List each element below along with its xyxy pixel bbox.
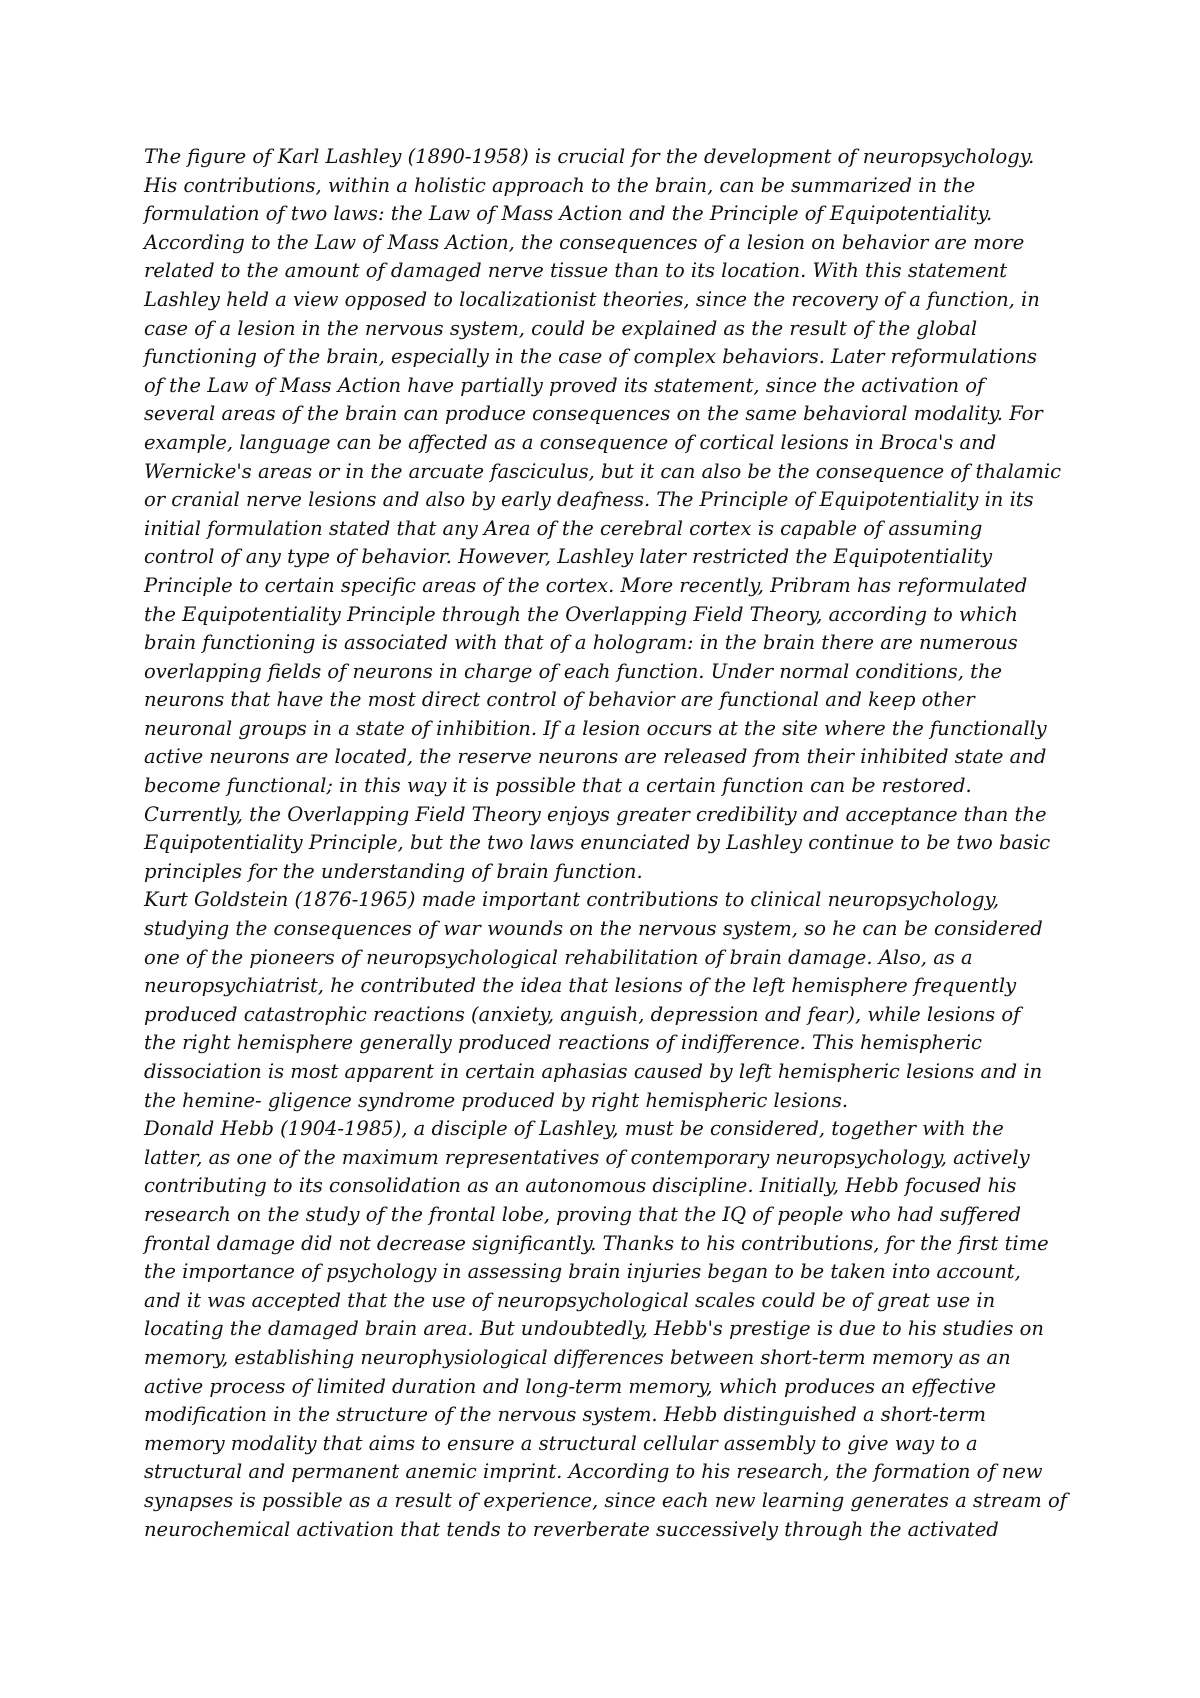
text-line: control of any type of behavior. However, Lashley later restricted the Equipotentiality [144, 545, 993, 569]
text-line: contributing to its consolidation as an autonomous discipline. Initially, Hebb focused his [144, 1174, 1017, 1198]
text-line: Kurt Goldstein (1876-1965) made important contributions to clinical neuropsychology, [144, 888, 1000, 912]
text-line: several areas of the brain can produce consequences on the same behavioral modality. For [144, 402, 1043, 426]
text-line: dissociation is most apparent in certain aphasias caused by left hemispheric lesions and in [144, 1060, 1043, 1083]
text-line: The figure of Karl Lashley (1890-1958) is crucial for the development of neuropsychology. [144, 145, 1035, 168]
text-line: modification in the structure of the nervous system. Hebb distinguished a short-term [144, 1403, 987, 1427]
text-line: Lashley held a view opposed to localizationist theories, since the recovery of a function, in [144, 287, 1040, 311]
text-line: example, language can be affected as a consequence of cortical lesions in Broca's and [144, 430, 997, 454]
text-line: active neurons are located, the reserve neurons are released from their inhibited state and [144, 745, 1047, 769]
text-line: the right hemisphere generally produced reactions of indifference. This hemispheric [144, 1031, 982, 1055]
text-line: the importance of psychology in assessing brain injuries began to be taken into account, [144, 1260, 1021, 1284]
text-line: initial formulation stated that any Area of the cerebral cortex is capable of assuming [144, 516, 983, 540]
text-line: overlapping fields of neurons in charge of each function. Under normal conditions, the [144, 659, 1003, 683]
text-line: studying the consequences of war wounds on the nervous system, so he can be considered [144, 917, 1043, 941]
text-line: Donald Hebb (1904-1985), a disciple of Lashley, must be considered, together with the [144, 1117, 1004, 1141]
text-line: Principle to certain specific areas of the cortex. More recently, Pribram has reformulated [144, 573, 1028, 597]
text-line: neuropsychiatrist, he contributed the idea that lesions of the left hemisphere frequently [144, 974, 1017, 998]
text-line: or cranial nerve lesions and also by early deafness. The Principle of Equipotentiality in its [144, 488, 1034, 512]
text-line: memory, establishing neurophysiological differences between short-term memory as an [144, 1345, 1011, 1369]
text-line: locating the damaged brain area. But undoubtedly, Hebb's prestige is due to his studies on [144, 1317, 1044, 1341]
text-line: the hemine- gligence syndrome produced by right hemispheric lesions. [144, 1088, 849, 1112]
text-line: and it was accepted that the use of neuropsychological scales could be of great use in [144, 1288, 996, 1312]
text-line: frontal damage did not decrease significantly. Thanks to his contributions, for the first time [144, 1231, 1049, 1255]
text-line: latter, as one of the maximum representatives of contemporary neuropsychology, actively [144, 1145, 1030, 1169]
text-line: formulation of two laws: the Law of Mass Action and the Principle of Equipotentiality. [144, 202, 993, 226]
text-line: memory modality that aims to ensure a structural cellular assembly to give way to a [144, 1431, 978, 1455]
text-line: neurochemical activation that tends to reverberate successively through the activated [144, 1517, 999, 1541]
text-line: Wernicke's areas or in the arcuate fasciculus, but it can also be the consequence of thalamic [144, 459, 1062, 483]
text-line: His contributions, within a holistic approach to the brain, can be summarized in the [144, 173, 976, 197]
text-line: According to the Law of Mass Action, the consequences of a lesion on behavior are more [144, 230, 1025, 254]
text-line: active process of limited duration and long-term memory, which produces an effective [144, 1374, 997, 1398]
text-line: research on the study of the frontal lobe, proving that the IQ of people who had suffered [144, 1202, 1021, 1226]
text-line: neuronal groups in a state of inhibition. If a lesion occurs at the site where the functionally [144, 716, 1047, 740]
text-line: brain functioning is associated with that of a hologram: in the brain there are numerous [144, 631, 1018, 655]
text-line: the Equipotentiality Principle through the Overlapping Field Theory, according to which [144, 602, 1018, 626]
text-line: principles for the understanding of brain function. [144, 859, 643, 883]
text-line: Currently, the Overlapping Field Theory enjoys greater credibility and acceptance than the [144, 802, 1047, 826]
text-line: become functional; in this way it is possible that a certain function can be restored. [144, 774, 972, 798]
text-line: one of the pioneers of neuropsychological rehabilitation of brain damage. Also, as a [144, 945, 973, 969]
text-line: structural and permanent anemic imprint. According to his research, the formation of new [144, 1460, 1043, 1484]
body-text [144, 143, 1074, 1544]
text-line: functioning of the brain, especially in the case of complex behaviors. Later reformulations [144, 345, 1038, 369]
text-line: synapses is possible as a result of experience, since each new learning generates a stream of [144, 1488, 1067, 1512]
text-line: related to the amount of damaged nerve tissue than to its location. With this statement [144, 259, 1008, 283]
text-line: of the Law of Mass Action have partially proved its statement, since the activation of [144, 373, 985, 397]
text-line: produced catastrophic reactions (anxiety, anguish, depression and fear), while lesions of [144, 1002, 1021, 1026]
text-line: neurons that have the most direct control of behavior are functional and keep other [144, 688, 975, 712]
text-line: case of a lesion in the nervous system, could be explained as the result of the global [144, 316, 978, 340]
text-line: Equipotentiality Principle, but the two laws enunciated by Lashley continue to be two basic [144, 831, 1051, 855]
